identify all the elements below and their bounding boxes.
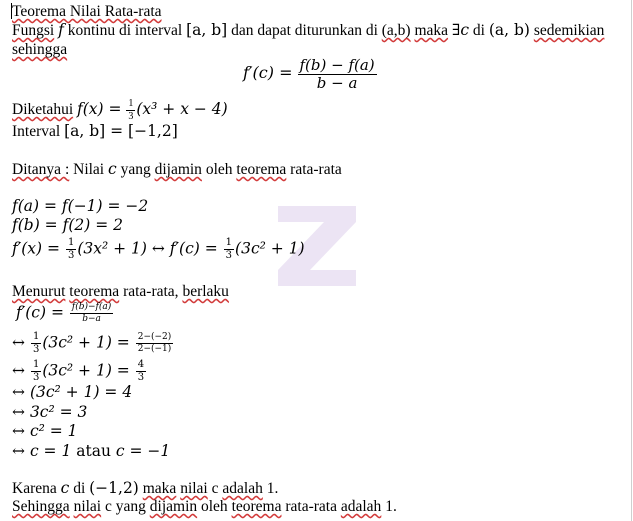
ditanya-text: yang: [120, 161, 151, 178]
formula-denominator: b − a: [316, 74, 358, 92]
intro-word: Fungsi: [12, 22, 55, 39]
function-rhs: (x³ + x − 4): [136, 100, 228, 119]
equiv-arrow: ↔: [12, 333, 25, 352]
intro-interval-2: (a, b): [488, 21, 530, 39]
conclusion-text: Karena: [12, 480, 57, 497]
conclusion-dijamin: dijamin: [149, 498, 198, 515]
page-border: [631, 0, 632, 521]
step-1: [16, 303, 114, 324]
conclusion-teorema: teorema: [231, 498, 282, 515]
conclusion-text: di: [73, 480, 86, 497]
calc-fb: [12, 216, 123, 234]
one-third-fraction: [224, 238, 234, 261]
intro-text: dan dapat diturunkan di: [231, 22, 378, 39]
intro-sehingga: sehingga: [12, 41, 68, 58]
frac-num: 1: [32, 359, 40, 370]
menurut-word: Menurut: [12, 283, 66, 300]
step-1-lhs: f′(c) =: [16, 303, 64, 322]
one-third-fraction: [66, 238, 76, 261]
step-6-text: c² = 1: [29, 422, 78, 440]
derivative-mid: (3x² + 1) ↔ f′(c) =: [77, 239, 218, 258]
frac-den: 3: [67, 250, 75, 261]
one-third-fraction: [126, 99, 135, 122]
frac-num: f(b)−f(a): [71, 302, 112, 312]
conclusion-text: 1.: [266, 480, 279, 497]
menurut-word: berlaku: [182, 283, 229, 300]
equiv-arrow: ↔: [12, 403, 25, 421]
intro-di: di: [472, 22, 485, 39]
formula-lhs: f′(c) =: [243, 63, 293, 83]
step-7-root-2: c = −1: [115, 442, 171, 460]
frac-num: 1: [225, 237, 233, 248]
menurut-line: [12, 283, 229, 301]
derivative-rhs: (3c² + 1): [235, 239, 305, 258]
ditanya-text: Nilai: [73, 161, 105, 178]
four-thirds-fraction: [136, 360, 146, 383]
equiv-arrow: ↔: [12, 361, 25, 380]
frac-den: 3: [225, 250, 233, 261]
step-4: [12, 383, 132, 401]
intro-interval: [a, b]: [186, 21, 228, 39]
step-3-mid: (3c² + 1) =: [42, 361, 130, 380]
interval-line: [12, 122, 178, 141]
step-2: [12, 332, 174, 355]
conclusion-nilai: nilai: [180, 480, 208, 497]
intro-f: f: [58, 21, 64, 39]
conclusion-c: c: [60, 479, 70, 497]
step-4-text: (3c² + 1) = 4: [29, 383, 133, 401]
conclusion-adalah: adalah: [340, 498, 382, 515]
conclusion-text: oleh: [201, 498, 228, 515]
conclusion-text: 1.: [385, 498, 397, 515]
conclusion-text: c yang: [105, 498, 146, 515]
step-5: [12, 403, 87, 421]
one-third-fraction: [31, 360, 41, 383]
frac-num: 2−(−2): [137, 332, 172, 342]
conclusion-sehingga: Sehingga: [12, 498, 70, 515]
calc-derivative: [12, 238, 305, 261]
intro-maka: maka: [414, 22, 449, 39]
step-1-fraction: [70, 303, 113, 324]
calc-fb-text: f(b) = f(2) = 2: [12, 216, 123, 234]
frac-den: b−a: [82, 314, 101, 324]
frac-num: 1: [128, 98, 134, 109]
diketahui-label: Diketahui: [12, 101, 74, 119]
frac-num: 1: [67, 237, 75, 248]
step-3: [12, 360, 147, 383]
step-2-mid: (3c² + 1) =: [42, 333, 130, 352]
conclusion-text: rata-rata: [285, 498, 337, 515]
menurut-word: rata-rata,: [123, 283, 179, 300]
step-2-fraction: [136, 333, 174, 354]
frac-den: 3: [128, 111, 134, 122]
derivative-lhs: f′(x) =: [12, 239, 61, 258]
function-lhs: f(x) =: [77, 100, 122, 119]
frac-den: 3: [32, 372, 40, 383]
intro-open-interval: (a,b): [381, 22, 411, 39]
step-6: [12, 422, 78, 440]
conclusion-line-1: [12, 479, 278, 498]
ditanya-dijamin: dijamin: [154, 161, 202, 178]
one-third-fraction: [31, 332, 41, 355]
equiv-arrow: ↔: [12, 422, 25, 440]
intro-line-2: [12, 41, 67, 59]
equiv-arrow: ↔: [12, 442, 25, 460]
ditanya-c: c: [108, 160, 117, 178]
intro-sedemikian: sedemikian: [533, 22, 605, 39]
step-7: [12, 442, 170, 460]
conclusion-maka: maka: [142, 480, 177, 497]
ditanya-text: rata-rata: [290, 161, 342, 178]
formula-numerator: f(b) − f(a): [299, 56, 375, 74]
frac-num: 1: [32, 331, 40, 342]
frac-den: 3: [137, 372, 145, 383]
frac-den: 2−(−1): [137, 344, 172, 354]
interval-label: Interval: [12, 123, 61, 140]
ditanya-line: [12, 160, 342, 179]
calc-fa-text: f(a) = f(−1) = −2: [12, 197, 149, 215]
ditanya-text: oleh: [205, 161, 233, 178]
conclusion-text: c: [211, 480, 219, 497]
formula-fraction: [298, 58, 377, 91]
calc-fa: [12, 197, 148, 215]
intro-exists: ∃c: [451, 21, 470, 39]
ditanya-teorema: teorema: [236, 161, 287, 178]
frac-num: 4: [137, 359, 145, 370]
menurut-word: teorema: [69, 283, 120, 300]
equiv-arrow: ↔: [12, 383, 25, 401]
intro-line-1: [12, 21, 604, 40]
conclusion-nilai: nilai: [73, 498, 102, 515]
conclusion-adalah: adalah: [222, 480, 263, 497]
step-7-atau: atau: [76, 442, 111, 460]
step-5-text: 3c² = 3: [29, 403, 88, 421]
interval-value: [a, b] = [−1,2]: [64, 122, 178, 140]
title: [12, 3, 162, 21]
intro-text: kontinu di interval: [67, 22, 183, 39]
diketahui-line: [12, 99, 228, 122]
title-text: Teorema Nilai Rata-rata: [12, 3, 162, 20]
conclusion-interval: (−1,2): [89, 479, 139, 497]
ditanya-label: Ditanya :: [12, 161, 70, 178]
frac-den: 3: [32, 344, 40, 355]
mvt-formula: [243, 58, 378, 91]
conclusion-line-2: [12, 498, 397, 516]
step-7-root-1: c = 1: [29, 442, 72, 460]
